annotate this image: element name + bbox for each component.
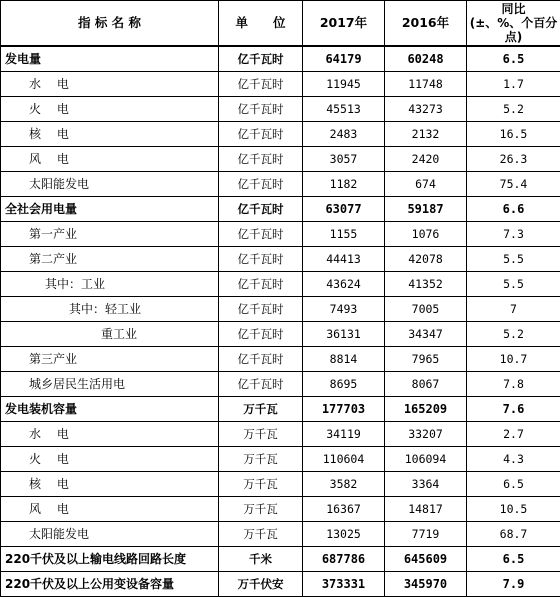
row-label: 太阳能发电 (1, 172, 219, 197)
table-row (1, 572, 560, 597)
row-yoy: 68.7 (467, 522, 560, 547)
row-label: 第一产业 (1, 222, 219, 247)
row-unit: 万千瓦 (219, 397, 303, 422)
row-value-2017: 1155 (303, 222, 385, 247)
table-row (1, 497, 560, 522)
row-value-2016: 42078 (385, 247, 467, 272)
row-unit: 万千瓦 (219, 447, 303, 472)
row-yoy: 5.5 (467, 272, 560, 297)
row-value-2017: 3057 (303, 147, 385, 172)
row-value-2017: 36131 (303, 322, 385, 347)
row-unit: 亿千瓦时 (219, 247, 303, 272)
table-row (1, 197, 560, 222)
row-yoy: 7.8 (467, 372, 560, 397)
header-yoy-title: 同比 (467, 2, 560, 16)
row-yoy: 7 (467, 297, 560, 322)
header-2016: 2016年 (385, 1, 467, 47)
row-value-2017: 16367 (303, 497, 385, 522)
table-header-row (1, 1, 560, 47)
row-value-2017: 687786 (303, 547, 385, 572)
row-value-2017: 13025 (303, 522, 385, 547)
row-yoy: 26.3 (467, 147, 560, 172)
table-row (1, 422, 560, 447)
table-row (1, 447, 560, 472)
table-row (1, 472, 560, 497)
row-unit: 亿千瓦时 (219, 72, 303, 97)
table-row (1, 522, 560, 547)
row-yoy: 6.5 (467, 472, 560, 497)
row-unit: 亿千瓦时 (219, 197, 303, 222)
row-value-2017: 44413 (303, 247, 385, 272)
row-value-2017: 64179 (303, 46, 385, 72)
table-row (1, 147, 560, 172)
row-value-2016: 2132 (385, 122, 467, 147)
row-value-2017: 7493 (303, 297, 385, 322)
row-yoy: 1.7 (467, 72, 560, 97)
row-value-2016: 59187 (385, 197, 467, 222)
row-value-2017: 373331 (303, 572, 385, 597)
row-unit: 亿千瓦时 (219, 147, 303, 172)
table-row (1, 272, 560, 297)
row-label: 核 电 (1, 122, 219, 147)
row-yoy: 75.4 (467, 172, 560, 197)
row-value-2017: 110604 (303, 447, 385, 472)
row-value-2016: 14817 (385, 497, 467, 522)
row-value-2016: 7719 (385, 522, 467, 547)
table-row (1, 247, 560, 272)
table-row (1, 372, 560, 397)
row-value-2017: 8814 (303, 347, 385, 372)
row-value-2016: 3364 (385, 472, 467, 497)
row-label: 风 电 (1, 497, 219, 522)
row-value-2016: 8067 (385, 372, 467, 397)
row-unit: 千米 (219, 547, 303, 572)
row-value-2016: 7005 (385, 297, 467, 322)
table-row (1, 222, 560, 247)
row-label: 水 电 (1, 72, 219, 97)
table-row (1, 347, 560, 372)
row-yoy: 10.7 (467, 347, 560, 372)
row-unit: 亿千瓦时 (219, 372, 303, 397)
row-value-2017: 63077 (303, 197, 385, 222)
row-value-2016: 345970 (385, 572, 467, 597)
row-yoy: 2.7 (467, 422, 560, 447)
row-value-2016: 11748 (385, 72, 467, 97)
row-value-2016: 106094 (385, 447, 467, 472)
row-label: 水 电 (1, 422, 219, 447)
row-label: 220千伏及以上公用变设备容量 (1, 572, 219, 597)
row-label: 其中：工业 (1, 272, 219, 297)
row-value-2017: 11945 (303, 72, 385, 97)
table-row (1, 97, 560, 122)
row-label: 太阳能发电 (1, 522, 219, 547)
table-row (1, 46, 560, 72)
header-2017: 2017年 (303, 1, 385, 47)
row-value-2016: 1076 (385, 222, 467, 247)
row-unit: 亿千瓦时 (219, 222, 303, 247)
row-value-2016: 43273 (385, 97, 467, 122)
row-yoy: 16.5 (467, 122, 560, 147)
row-unit: 亿千瓦时 (219, 97, 303, 122)
header-yoy-units: (±、%、个百分点) (467, 16, 560, 44)
row-label: 220千伏及以上输电线路回路长度 (1, 547, 219, 572)
table-row (1, 122, 560, 147)
row-unit: 万千瓦 (219, 522, 303, 547)
row-yoy: 6.5 (467, 46, 560, 72)
row-label: 第二产业 (1, 247, 219, 272)
table-body (1, 46, 560, 597)
row-yoy: 6.5 (467, 547, 560, 572)
row-value-2016: 7965 (385, 347, 467, 372)
row-unit: 亿千瓦时 (219, 172, 303, 197)
row-label: 发电量 (1, 46, 219, 72)
row-value-2016: 60248 (385, 46, 467, 72)
row-value-2017: 2483 (303, 122, 385, 147)
row-value-2016: 165209 (385, 397, 467, 422)
row-value-2016: 674 (385, 172, 467, 197)
row-value-2017: 177703 (303, 397, 385, 422)
row-value-2016: 645609 (385, 547, 467, 572)
row-unit: 亿千瓦时 (219, 272, 303, 297)
row-label: 第三产业 (1, 347, 219, 372)
table-row (1, 322, 560, 347)
row-value-2017: 43624 (303, 272, 385, 297)
table-row (1, 547, 560, 572)
row-yoy: 5.5 (467, 247, 560, 272)
row-label: 其中：轻工业 (1, 297, 219, 322)
row-yoy: 5.2 (467, 97, 560, 122)
row-label: 发电装机容量 (1, 397, 219, 422)
row-value-2017: 1182 (303, 172, 385, 197)
row-unit: 亿千瓦时 (219, 297, 303, 322)
row-unit: 万千伏安 (219, 572, 303, 597)
row-label: 风 电 (1, 147, 219, 172)
table-row (1, 72, 560, 97)
row-label: 城乡居民生活用电 (1, 372, 219, 397)
row-unit: 亿千瓦时 (219, 46, 303, 72)
row-label: 全社会用电量 (1, 197, 219, 222)
row-value-2017: 3582 (303, 472, 385, 497)
row-value-2017: 34119 (303, 422, 385, 447)
row-yoy: 7.9 (467, 572, 560, 597)
row-yoy: 7.6 (467, 397, 560, 422)
table-row (1, 397, 560, 422)
row-value-2016: 41352 (385, 272, 467, 297)
row-label: 火 电 (1, 97, 219, 122)
row-value-2016: 34347 (385, 322, 467, 347)
header-indicator: 指 标 名 称 (1, 1, 219, 47)
row-yoy: 7.3 (467, 222, 560, 247)
row-yoy: 6.6 (467, 197, 560, 222)
header-unit: 单 位 (219, 1, 303, 47)
row-yoy: 4.3 (467, 447, 560, 472)
row-label: 核 电 (1, 472, 219, 497)
row-value-2017: 8695 (303, 372, 385, 397)
header-yoy (467, 1, 560, 47)
row-unit: 亿千瓦时 (219, 122, 303, 147)
row-unit: 万千瓦 (219, 422, 303, 447)
row-label: 重工业 (1, 322, 219, 347)
table-row (1, 297, 560, 322)
row-value-2016: 33207 (385, 422, 467, 447)
row-unit: 亿千瓦时 (219, 347, 303, 372)
row-yoy: 5.2 (467, 322, 560, 347)
row-unit: 万千瓦 (219, 497, 303, 522)
row-yoy: 10.5 (467, 497, 560, 522)
row-value-2017: 45513 (303, 97, 385, 122)
row-value-2016: 2420 (385, 147, 467, 172)
row-label: 火 电 (1, 447, 219, 472)
row-unit: 亿千瓦时 (219, 322, 303, 347)
table-row (1, 172, 560, 197)
row-unit: 万千瓦 (219, 472, 303, 497)
